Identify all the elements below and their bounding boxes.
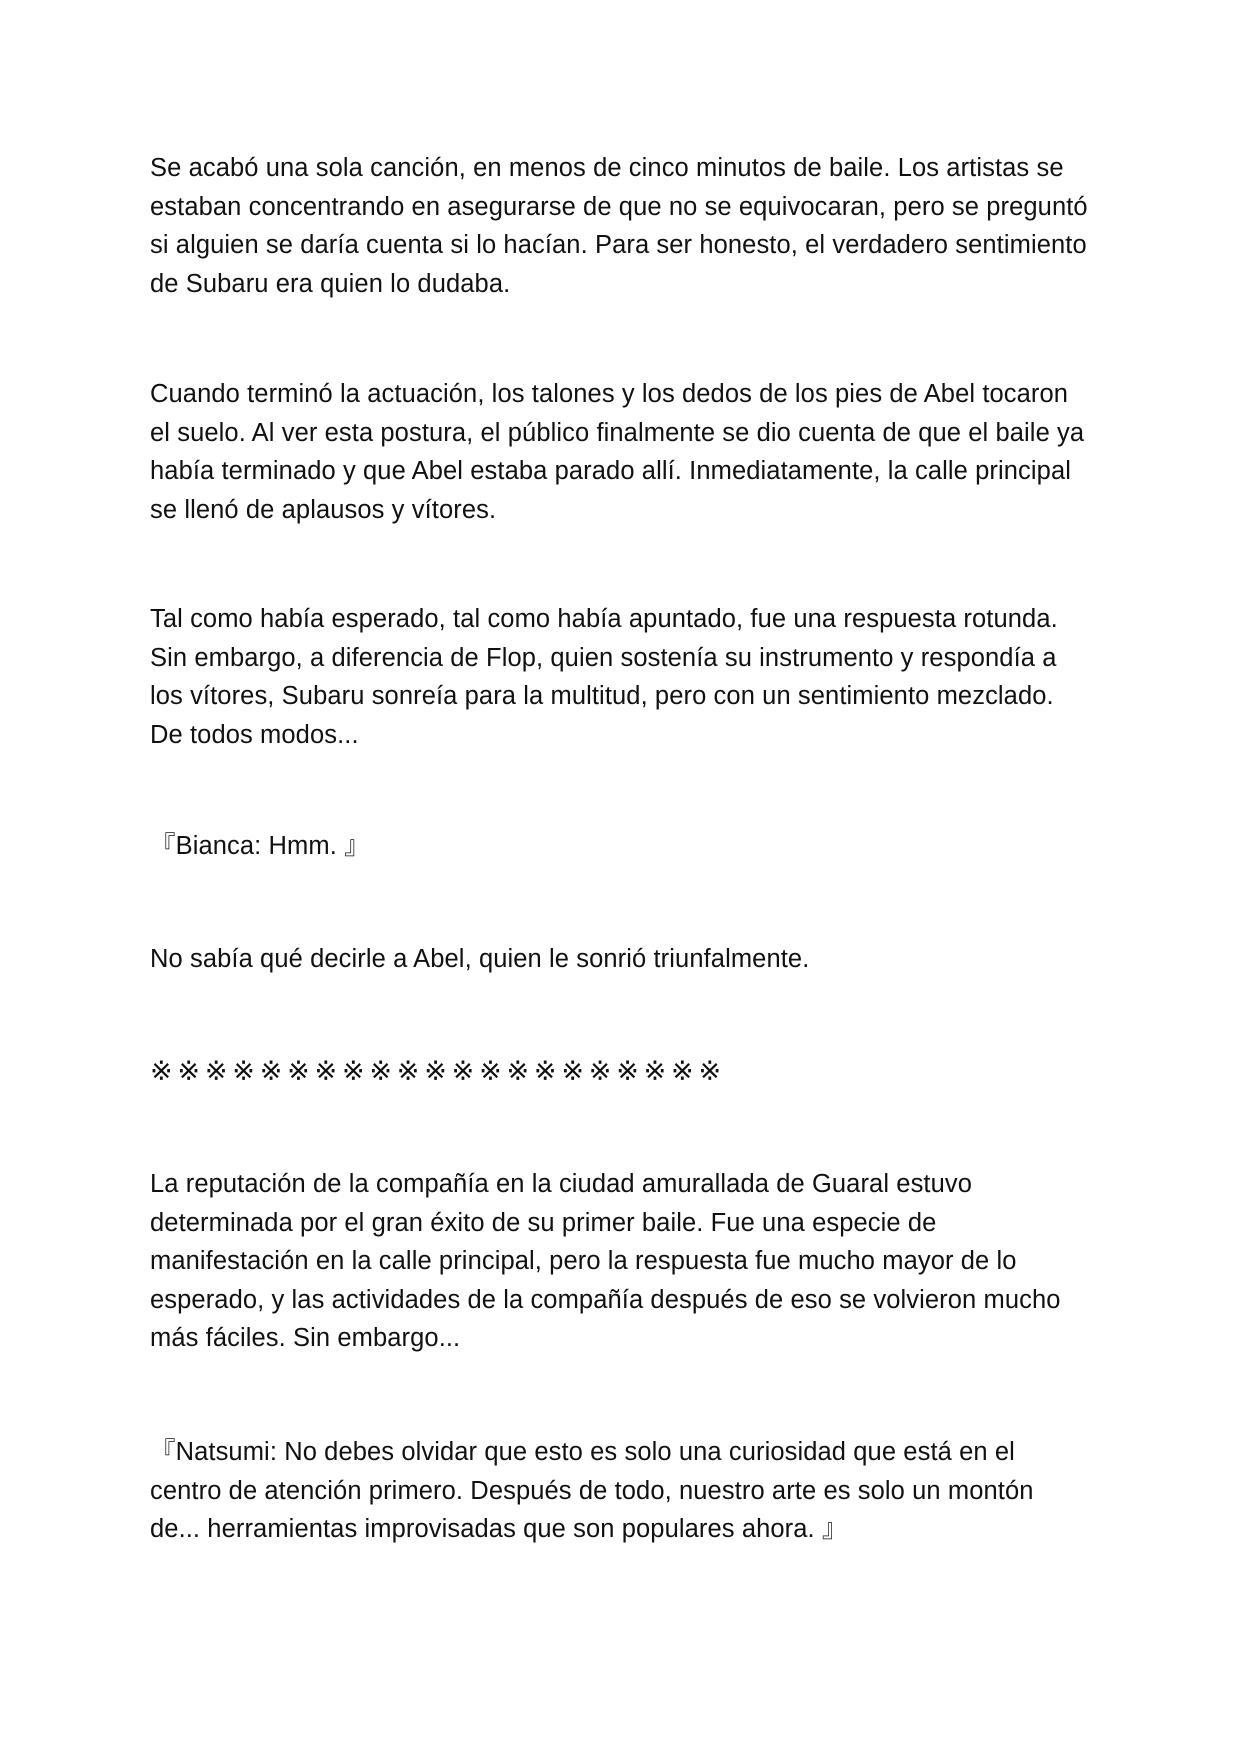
paragraph-performance-ended: Cuando terminó la actuación, los talones y los dedos de los pies de Abel tocaron el suelo. Al ver esta postura, el público finalmente se dio cuenta de que el baile ya había terminado y que Abel estaba parado allí. Inmediatamente, la calle principal se llenó de aplausos y vítores. [150,380,1085,524]
dialogue-bianca: 『Bianca: Hmm. 』 [150,832,370,860]
paragraph-resounding-response: Tal como había esperado, tal como había apuntado, fue una respuesta rotunda. Sin embargo, a diferencia de Flop, quien sostenía su instrumento y respondía a los vítores, Subaru sonreía para la multitud, pero con un sentimiento mezclado. De todos modos... [150,605,1058,749]
paragraph-company-reputation: La reputación de la compañía en la ciudad amurallada de Guaral estuvo determinada por el gran éxito de su primer baile. Fue una especie de manifestación en la calle principal, pero la respuesta fue mucho mayor de lo esperado, y las actividades de la compañía después de eso se volvieron mucho más fáciles. Sin embargo... [150,1170,1061,1352]
paragraph-abel-smile: No sabía qué decirle a Abel, quien le sonrió triunfalmente. [150,945,810,973]
paragraph-song-ended: Se acabó una sola canción, en menos de cinco minutos de baile. Los artistas se estaban concentrando en asegurarse de que no se equivocaran, pero se preguntó si alguien se daría cuenta si lo hacían. Para ser honesto, el verdadero sentimiento de Subaru era quien lo dudaba. [150,154,1088,298]
dialogue-natsumi: 『Natsumi: No debes olvidar que esto es solo una curiosidad que está en el centro de atención primero. Después de todo, nuestro arte es solo un montón de... herramientas improvisadas que son populares ahora. 』 [150,1438,1034,1543]
section-separator: ※※※※※※※※※※※※※※※※※※※※※ [150,1056,726,1087]
